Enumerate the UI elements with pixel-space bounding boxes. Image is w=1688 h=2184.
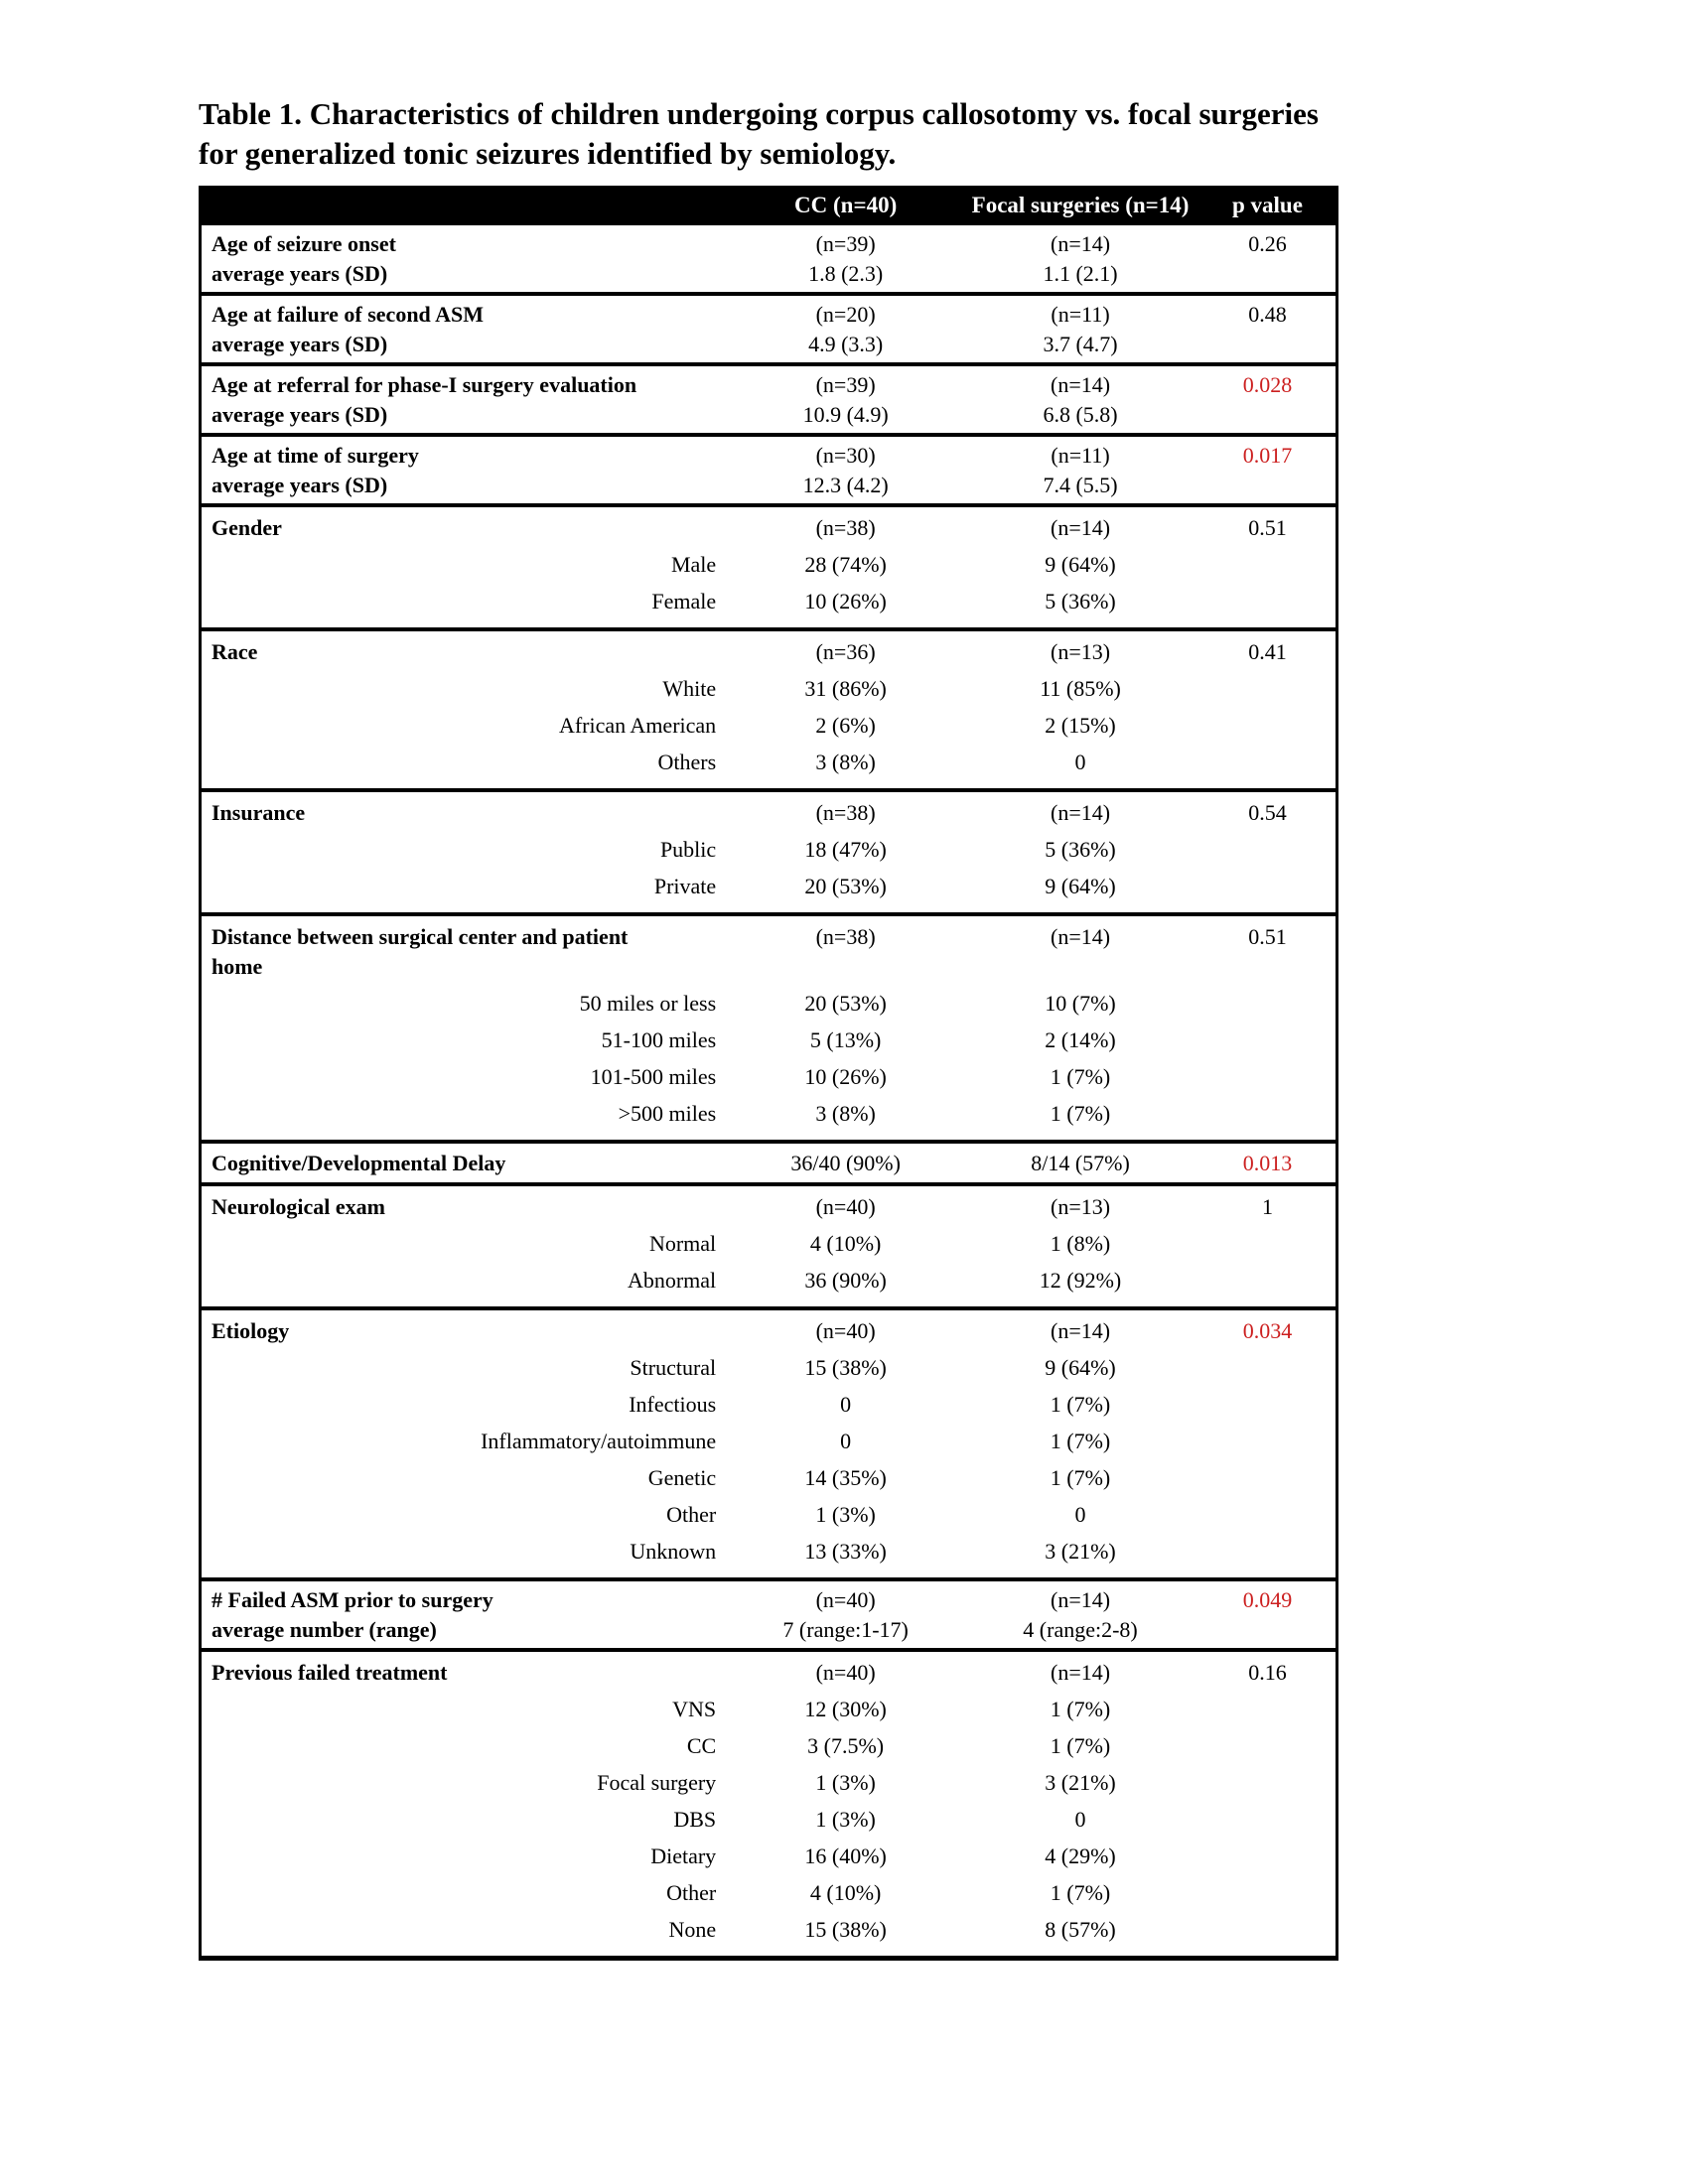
characteristics-table — [199, 186, 1338, 1961]
table-subrow — [202, 868, 1336, 904]
focal-value-cell — [961, 229, 1199, 289]
subrow-cc-value: 3 (7.5%) — [807, 1733, 885, 1758]
subrow-label: Genetic — [647, 1465, 717, 1490]
subrow-focal-value: 5 (36%) — [1045, 837, 1116, 862]
subrow-cc-value: 16 (40%) — [804, 1843, 887, 1868]
header-pvalue-column: p value — [1231, 193, 1303, 217]
subrow-label: VNS — [672, 1697, 717, 1721]
section-label-line: average years (SD) — [211, 473, 388, 497]
subrow-cc-value: 20 (53%) — [804, 874, 887, 898]
subrow-cc-value: 10 (26%) — [804, 1064, 887, 1089]
subrow-cc-value: 1 (3%) — [815, 1807, 876, 1832]
focal-value-line: (n=14) — [1051, 1587, 1111, 1612]
section-label-cell — [202, 370, 730, 430]
table-subrow — [202, 985, 1336, 1022]
focal-value-line: (n=13) — [1051, 639, 1111, 664]
focal-value-line: 7.4 (5.5) — [1043, 473, 1118, 497]
section-label-cell — [202, 1149, 730, 1178]
subrow-focal-value: 12 (92%) — [1039, 1268, 1122, 1293]
table-subrow — [202, 546, 1336, 583]
subrow-label: Male — [670, 552, 717, 577]
subrow-label: Infectious — [629, 1392, 717, 1417]
p-value: 0.54 — [1248, 800, 1287, 825]
subrow-cc-value: 1 (3%) — [815, 1502, 876, 1527]
section-label-line: Age of seizure onset — [211, 231, 396, 256]
section-head-row — [202, 792, 1336, 831]
cc-value-cell — [730, 1316, 961, 1346]
table-subrow — [202, 1911, 1336, 1948]
subrow-label: Private — [653, 874, 717, 898]
table-subrow — [202, 583, 1336, 619]
section-label-line: average years (SD) — [211, 261, 388, 286]
table-section — [202, 627, 1336, 788]
section-label-line: Age at time of surgery — [211, 443, 419, 468]
table-subrow — [202, 1764, 1336, 1801]
subrow-label: 50 miles or less — [579, 991, 717, 1016]
subrow-cc-value: 12 (30%) — [804, 1697, 887, 1721]
subrow-label: Public — [659, 837, 717, 862]
focal-value-cell — [961, 922, 1199, 982]
subrow-label: None — [668, 1917, 717, 1942]
focal-value-cell — [961, 1316, 1199, 1346]
cc-value-line: (n=30) — [815, 443, 876, 468]
cc-value-cell — [730, 798, 961, 828]
subrow-cc-value: 15 (38%) — [804, 1355, 887, 1380]
table-subrow — [202, 1225, 1336, 1262]
subrow-cc-value: 4 (10%) — [809, 1880, 882, 1905]
table-section — [202, 788, 1336, 912]
subrow-focal-value: 11 (85%) — [1040, 676, 1121, 701]
table-section — [202, 292, 1336, 362]
table-subrow — [202, 1691, 1336, 1727]
p-value: 0.017 — [1242, 443, 1293, 468]
section-label-line: Cognitive/Developmental Delay — [211, 1151, 506, 1175]
table-title-line2: for generalized tonic seizures identified by semiology. — [199, 136, 897, 171]
subrow-focal-value: 1 (7%) — [1050, 1101, 1111, 1126]
cc-value-line: (n=38) — [815, 800, 876, 825]
section-label-cell — [202, 1658, 730, 1688]
table-section — [202, 1648, 1336, 1956]
cc-value-cell — [730, 1192, 961, 1222]
subrow-label: Dietary — [650, 1843, 717, 1868]
cc-value-line: (n=40) — [815, 1194, 876, 1219]
section-head-row — [202, 225, 1336, 292]
subrow-label: Abnormal — [627, 1268, 717, 1293]
p-value: 0.028 — [1242, 372, 1293, 397]
table-title — [199, 94, 1479, 174]
cc-value-line: 36/40 (90%) — [790, 1151, 901, 1175]
focal-value-line: (n=11) — [1051, 302, 1110, 327]
subrow-label: Structural — [630, 1355, 717, 1380]
focal-value-cell — [961, 1149, 1199, 1178]
cc-value-cell — [730, 637, 961, 667]
subrow-cc-value: 20 (53%) — [804, 991, 887, 1016]
subrow-focal-value: 0 — [1074, 1807, 1086, 1832]
focal-value-cell — [961, 798, 1199, 828]
focal-value-cell — [961, 1658, 1199, 1688]
cc-value-line: (n=39) — [815, 231, 876, 256]
subrow-label: Female — [651, 589, 717, 614]
table-section — [202, 362, 1336, 433]
section-label-line: Age at referral for phase-I surgery evaluation — [211, 372, 637, 397]
focal-value-line: (n=14) — [1051, 372, 1111, 397]
section-label-line: Distance between surgical center and patient — [211, 924, 629, 949]
table-title-line1: Table 1. Characteristics of children undergoing corpus callosotomy vs. focal surgeries — [199, 96, 1319, 131]
focal-value-line: 4 (range:2-8) — [1023, 1617, 1138, 1642]
focal-value-cell — [961, 513, 1199, 543]
subrow-label: Inflammatory/autoimmune — [481, 1429, 717, 1453]
focal-value-cell — [961, 1585, 1199, 1645]
subrow-cc-value: 15 (38%) — [804, 1917, 887, 1942]
subrow-focal-value: 5 (36%) — [1045, 589, 1116, 614]
subrow-focal-value: 0 — [1074, 1502, 1086, 1527]
focal-value-line: (n=14) — [1051, 1660, 1111, 1685]
section-head-row — [202, 296, 1336, 362]
p-value: 0.51 — [1248, 924, 1287, 949]
subrow-cc-value: 3 (8%) — [815, 750, 876, 774]
subrow-cc-value: 1 (3%) — [815, 1770, 876, 1795]
subrow-label: Other — [666, 1880, 717, 1905]
focal-value-line: (n=13) — [1051, 1194, 1111, 1219]
section-label-line: # Failed ASM prior to surgery — [211, 1587, 493, 1612]
subrow-cc-value: 36 (90%) — [804, 1268, 887, 1293]
subrow-label: DBS — [673, 1807, 717, 1832]
subrow-focal-value: 1 (7%) — [1050, 1392, 1111, 1417]
subrow-cc-value: 13 (33%) — [804, 1539, 887, 1564]
p-value: 0.41 — [1248, 639, 1287, 664]
subrow-focal-value: 8 (57%) — [1045, 1917, 1116, 1942]
subrow-label: White — [662, 676, 717, 701]
table-section — [202, 912, 1336, 1140]
subrow-focal-value: 1 (8%) — [1050, 1231, 1111, 1256]
focal-value-cell — [961, 637, 1199, 667]
subrow-label: Normal — [648, 1231, 717, 1256]
subrow-focal-value: 9 (64%) — [1045, 874, 1116, 898]
table-section — [202, 1306, 1336, 1577]
section-label-line: Age at failure of second ASM — [211, 302, 484, 327]
cc-value-line: 12.3 (4.2) — [802, 473, 889, 497]
focal-value-line: (n=14) — [1051, 515, 1111, 540]
table-section — [202, 1182, 1336, 1306]
section-head-row — [202, 1144, 1336, 1182]
subrow-focal-value: 1 (7%) — [1050, 1880, 1111, 1905]
focal-value-line: (n=14) — [1051, 231, 1111, 256]
subrow-cc-value: 14 (35%) — [804, 1465, 887, 1490]
focal-value-line: (n=14) — [1051, 924, 1111, 949]
p-value: 0.013 — [1242, 1151, 1293, 1175]
subrow-label: African American — [558, 713, 717, 738]
cc-value-line: 4.9 (3.3) — [808, 332, 884, 356]
p-value: 1 — [1261, 1194, 1273, 1219]
focal-value-line: (n=14) — [1051, 800, 1111, 825]
cc-value-cell — [730, 922, 961, 982]
section-head-row — [202, 507, 1336, 546]
table-section — [202, 225, 1336, 292]
cc-value-cell — [730, 229, 961, 289]
focal-value-line: 8/14 (57%) — [1031, 1151, 1130, 1175]
header-focal-column: Focal surgeries (n=14) — [971, 193, 1190, 217]
subrow-focal-value: 1 (7%) — [1050, 1465, 1111, 1490]
focal-value-cell — [961, 441, 1199, 500]
table-subrow — [202, 1058, 1336, 1095]
section-label-cell — [202, 922, 730, 982]
section-head-row — [202, 366, 1336, 433]
table-subrow — [202, 1423, 1336, 1459]
section-label-cell — [202, 300, 730, 359]
p-value: 0.26 — [1248, 231, 1287, 256]
focal-value-line: 3.7 (4.7) — [1043, 332, 1118, 356]
subrow-focal-value: 1 (7%) — [1050, 1697, 1111, 1721]
section-label-line: home — [211, 954, 263, 979]
subrow-label: 101-500 miles — [590, 1064, 717, 1089]
subrow-label: Others — [657, 750, 717, 774]
table-subrow — [202, 1262, 1336, 1298]
subrow-focal-value: 0 — [1074, 750, 1086, 774]
p-value: 0.049 — [1242, 1587, 1293, 1612]
table-subrow — [202, 1727, 1336, 1764]
p-value: 0.51 — [1248, 515, 1287, 540]
section-label-cell — [202, 637, 730, 667]
section-label-line: Etiology — [211, 1318, 290, 1343]
cc-value-cell — [730, 1585, 961, 1645]
table-subrow — [202, 707, 1336, 744]
table-subrow — [202, 1838, 1336, 1874]
table-section — [202, 433, 1336, 503]
cc-value-line: (n=40) — [815, 1660, 876, 1685]
section-label-line: average years (SD) — [211, 332, 388, 356]
subrow-focal-value: 10 (7%) — [1045, 991, 1116, 1016]
focal-value-line: 6.8 (5.8) — [1043, 402, 1118, 427]
cc-value-line: (n=38) — [815, 924, 876, 949]
subrow-cc-value: 0 — [840, 1392, 852, 1417]
subrow-focal-value: 1 (7%) — [1050, 1064, 1111, 1089]
table-subrow — [202, 1095, 1336, 1132]
section-label-line: Race — [211, 639, 258, 664]
subrow-label: >500 miles — [618, 1101, 717, 1126]
subrow-cc-value: 4 (10%) — [809, 1231, 882, 1256]
cc-value-line: 10.9 (4.9) — [802, 402, 889, 427]
cc-value-line: (n=38) — [815, 515, 876, 540]
subrow-label: Other — [666, 1502, 717, 1527]
section-label-cell — [202, 1316, 730, 1346]
subrow-label: 51-100 miles — [601, 1027, 717, 1052]
subrow-label: Unknown — [630, 1539, 717, 1564]
subrow-focal-value: 2 (15%) — [1045, 713, 1116, 738]
cc-value-cell — [730, 1658, 961, 1688]
table-subrow — [202, 1801, 1336, 1838]
header-cc-column: CC (n=40) — [794, 193, 898, 217]
table-header-row — [202, 186, 1336, 225]
section-head-row — [202, 631, 1336, 670]
cc-value-line: 7 (range:1-17) — [782, 1617, 909, 1642]
cc-value-line: (n=40) — [815, 1318, 876, 1343]
cc-value-line: (n=36) — [815, 639, 876, 664]
section-head-row — [202, 1652, 1336, 1691]
subrow-focal-value: 1 (7%) — [1050, 1733, 1111, 1758]
cc-value-line: (n=39) — [815, 372, 876, 397]
subrow-cc-value: 18 (47%) — [804, 837, 887, 862]
section-head-row — [202, 1186, 1336, 1225]
table-subrow — [202, 1386, 1336, 1423]
section-label-cell — [202, 513, 730, 543]
subrow-focal-value: 3 (21%) — [1045, 1770, 1116, 1795]
section-label-cell — [202, 1585, 730, 1645]
subrow-focal-value: 9 (64%) — [1045, 1355, 1116, 1380]
section-label-cell — [202, 229, 730, 289]
focal-value-cell — [961, 300, 1199, 359]
cc-value-cell — [730, 300, 961, 359]
subrow-cc-value: 28 (74%) — [804, 552, 887, 577]
section-label-cell — [202, 798, 730, 828]
subrow-cc-value: 10 (26%) — [804, 589, 887, 614]
cc-value-cell — [730, 1149, 961, 1178]
subrow-focal-value: 2 (14%) — [1045, 1027, 1116, 1052]
subrow-label: Focal surgery — [597, 1770, 717, 1795]
section-label-cell — [202, 1192, 730, 1222]
table-subrow — [202, 1459, 1336, 1496]
cc-value-cell — [730, 513, 961, 543]
table-subrow — [202, 670, 1336, 707]
section-label-line: Gender — [211, 515, 282, 540]
section-label-line: average years (SD) — [211, 402, 388, 427]
subrow-cc-value: 5 (13%) — [809, 1027, 882, 1052]
section-head-row — [202, 437, 1336, 503]
subrow-label: CC — [686, 1733, 717, 1758]
section-label-line: Insurance — [211, 800, 306, 825]
cc-value-line: 1.8 (2.3) — [808, 261, 884, 286]
subrow-focal-value: 4 (29%) — [1045, 1843, 1116, 1868]
focal-value-cell — [961, 1192, 1199, 1222]
p-value: 0.034 — [1242, 1318, 1293, 1343]
subrow-cc-value: 0 — [840, 1429, 852, 1453]
subrow-focal-value: 9 (64%) — [1045, 552, 1116, 577]
table-subrow — [202, 1533, 1336, 1570]
cc-value-line: (n=40) — [815, 1587, 876, 1612]
focal-value-line: (n=14) — [1051, 1318, 1111, 1343]
table-section — [202, 1577, 1336, 1648]
subrow-cc-value: 3 (8%) — [815, 1101, 876, 1126]
p-value: 0.16 — [1248, 1660, 1287, 1685]
table-body — [202, 225, 1336, 1956]
focal-value-cell — [961, 370, 1199, 430]
table-subrow — [202, 831, 1336, 868]
table-subrow — [202, 1874, 1336, 1911]
section-head-row — [202, 1310, 1336, 1349]
table-subrow — [202, 1496, 1336, 1533]
cc-value-cell — [730, 370, 961, 430]
table-section — [202, 1140, 1336, 1182]
section-label-cell — [202, 441, 730, 500]
p-value: 0.48 — [1248, 302, 1287, 327]
table-section — [202, 503, 1336, 627]
section-label-line: average number (range) — [211, 1617, 437, 1642]
subrow-cc-value: 2 (6%) — [815, 713, 876, 738]
focal-value-line: (n=11) — [1051, 443, 1110, 468]
table-subrow — [202, 1022, 1336, 1058]
table-subrow — [202, 1349, 1336, 1386]
subrow-focal-value: 3 (21%) — [1045, 1539, 1116, 1564]
subrow-focal-value: 1 (7%) — [1050, 1429, 1111, 1453]
section-head-row — [202, 916, 1336, 985]
cc-value-cell — [730, 441, 961, 500]
cc-value-line: (n=20) — [815, 302, 876, 327]
section-label-line: Previous failed treatment — [211, 1660, 448, 1685]
section-head-row — [202, 1581, 1336, 1648]
subrow-cc-value: 31 (86%) — [804, 676, 887, 701]
table-subrow — [202, 744, 1336, 780]
focal-value-line: 1.1 (2.1) — [1043, 261, 1118, 286]
section-label-line: Neurological exam — [211, 1194, 385, 1219]
